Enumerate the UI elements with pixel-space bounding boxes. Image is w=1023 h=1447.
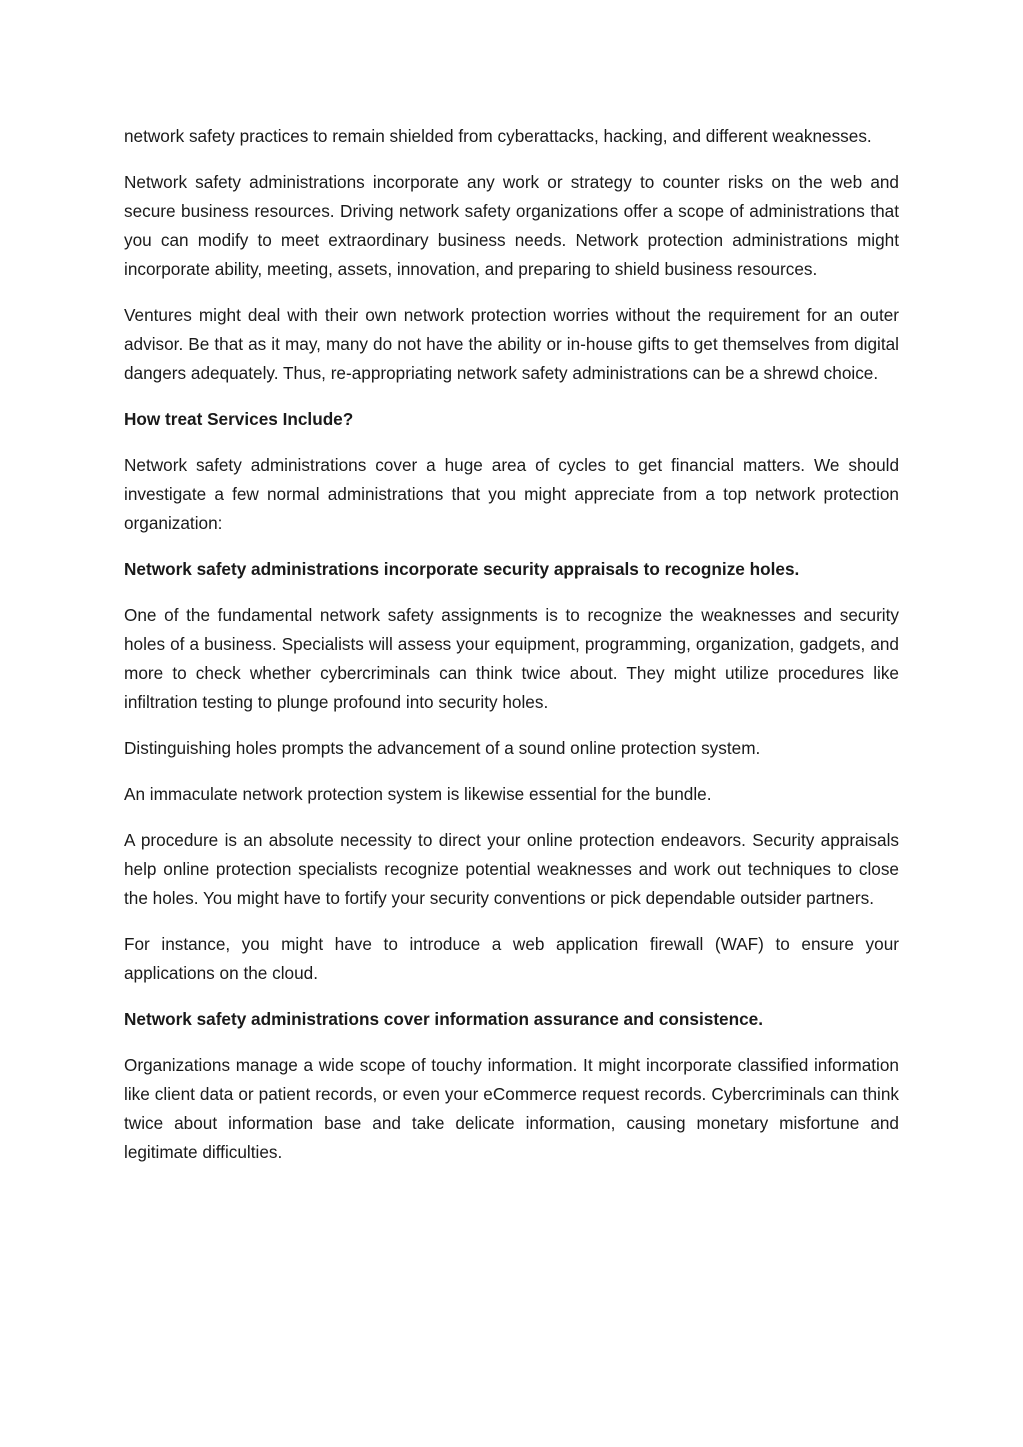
body-paragraph: Ventures might deal with their own network protection worries without the requirement for an outer advisor. Be that as it may, many do not have the ability or in-house gifts to get themselves from digital dangers adequately. Thus, re-appropriating network safety administrations can be a shrewd choice. (124, 305, 899, 383)
section-heading: Network safety administrations cover information assurance and consistence. (124, 1009, 764, 1029)
section-heading: Network safety administrations incorporate security appraisals to recognize holes. (124, 559, 800, 579)
body-paragraph: Organizations manage a wide scope of touchy information. It might incorporate classified information like client data or patient records, or even your eCommerce request records. Cybercriminals can think twice about information base and take delicate information, causing monetary misfortune and legitimate difficulties. (124, 1055, 899, 1162)
body-paragraph: Distinguishing holes prompts the advancement of a sound online protection system. (124, 738, 761, 758)
body-paragraph: Network safety administrations cover a huge area of cycles to get financial matters. We should investigate a few normal administrations that you might appreciate from a top network protection organization: (124, 455, 899, 533)
body-paragraph: One of the fundamental network safety assignments is to recognize the weaknesses and security holes of a business. Specialists will assess your equipment, programming, organization, gadgets, and more to check whether cybercriminals can think twice about. They might utilize procedures like infiltration testing to plunge profound into security holes. (124, 605, 899, 712)
body-paragraph: A procedure is an absolute necessity to direct your online protection endeavors. Security appraisals help online protection specialists recognize potential weaknesses and work out techniques to close the holes. You might have to fortify your security conventions or pick dependable outsider partners. (124, 830, 899, 908)
body-paragraph: An immaculate network protection system is likewise essential for the bundle. (124, 784, 712, 804)
body-paragraph: For instance, you might have to introduce a web application firewall (WAF) to ensure your applications on the cloud. (124, 934, 899, 983)
body-paragraph: network safety practices to remain shielded from cyberattacks, hacking, and different weaknesses. (124, 126, 872, 146)
body-paragraph: Network safety administrations incorporate any work or strategy to counter risks on the web and secure business resources. Driving network safety organizations offer a scope of administrations that you can modify to meet extraordinary business needs. Network protection administrations might incorporate ability, meeting, assets, innovation, and preparing to shield business resources. (124, 172, 899, 279)
document-body (124, 122, 899, 1184)
section-heading: How treat Services Include? (124, 409, 354, 429)
